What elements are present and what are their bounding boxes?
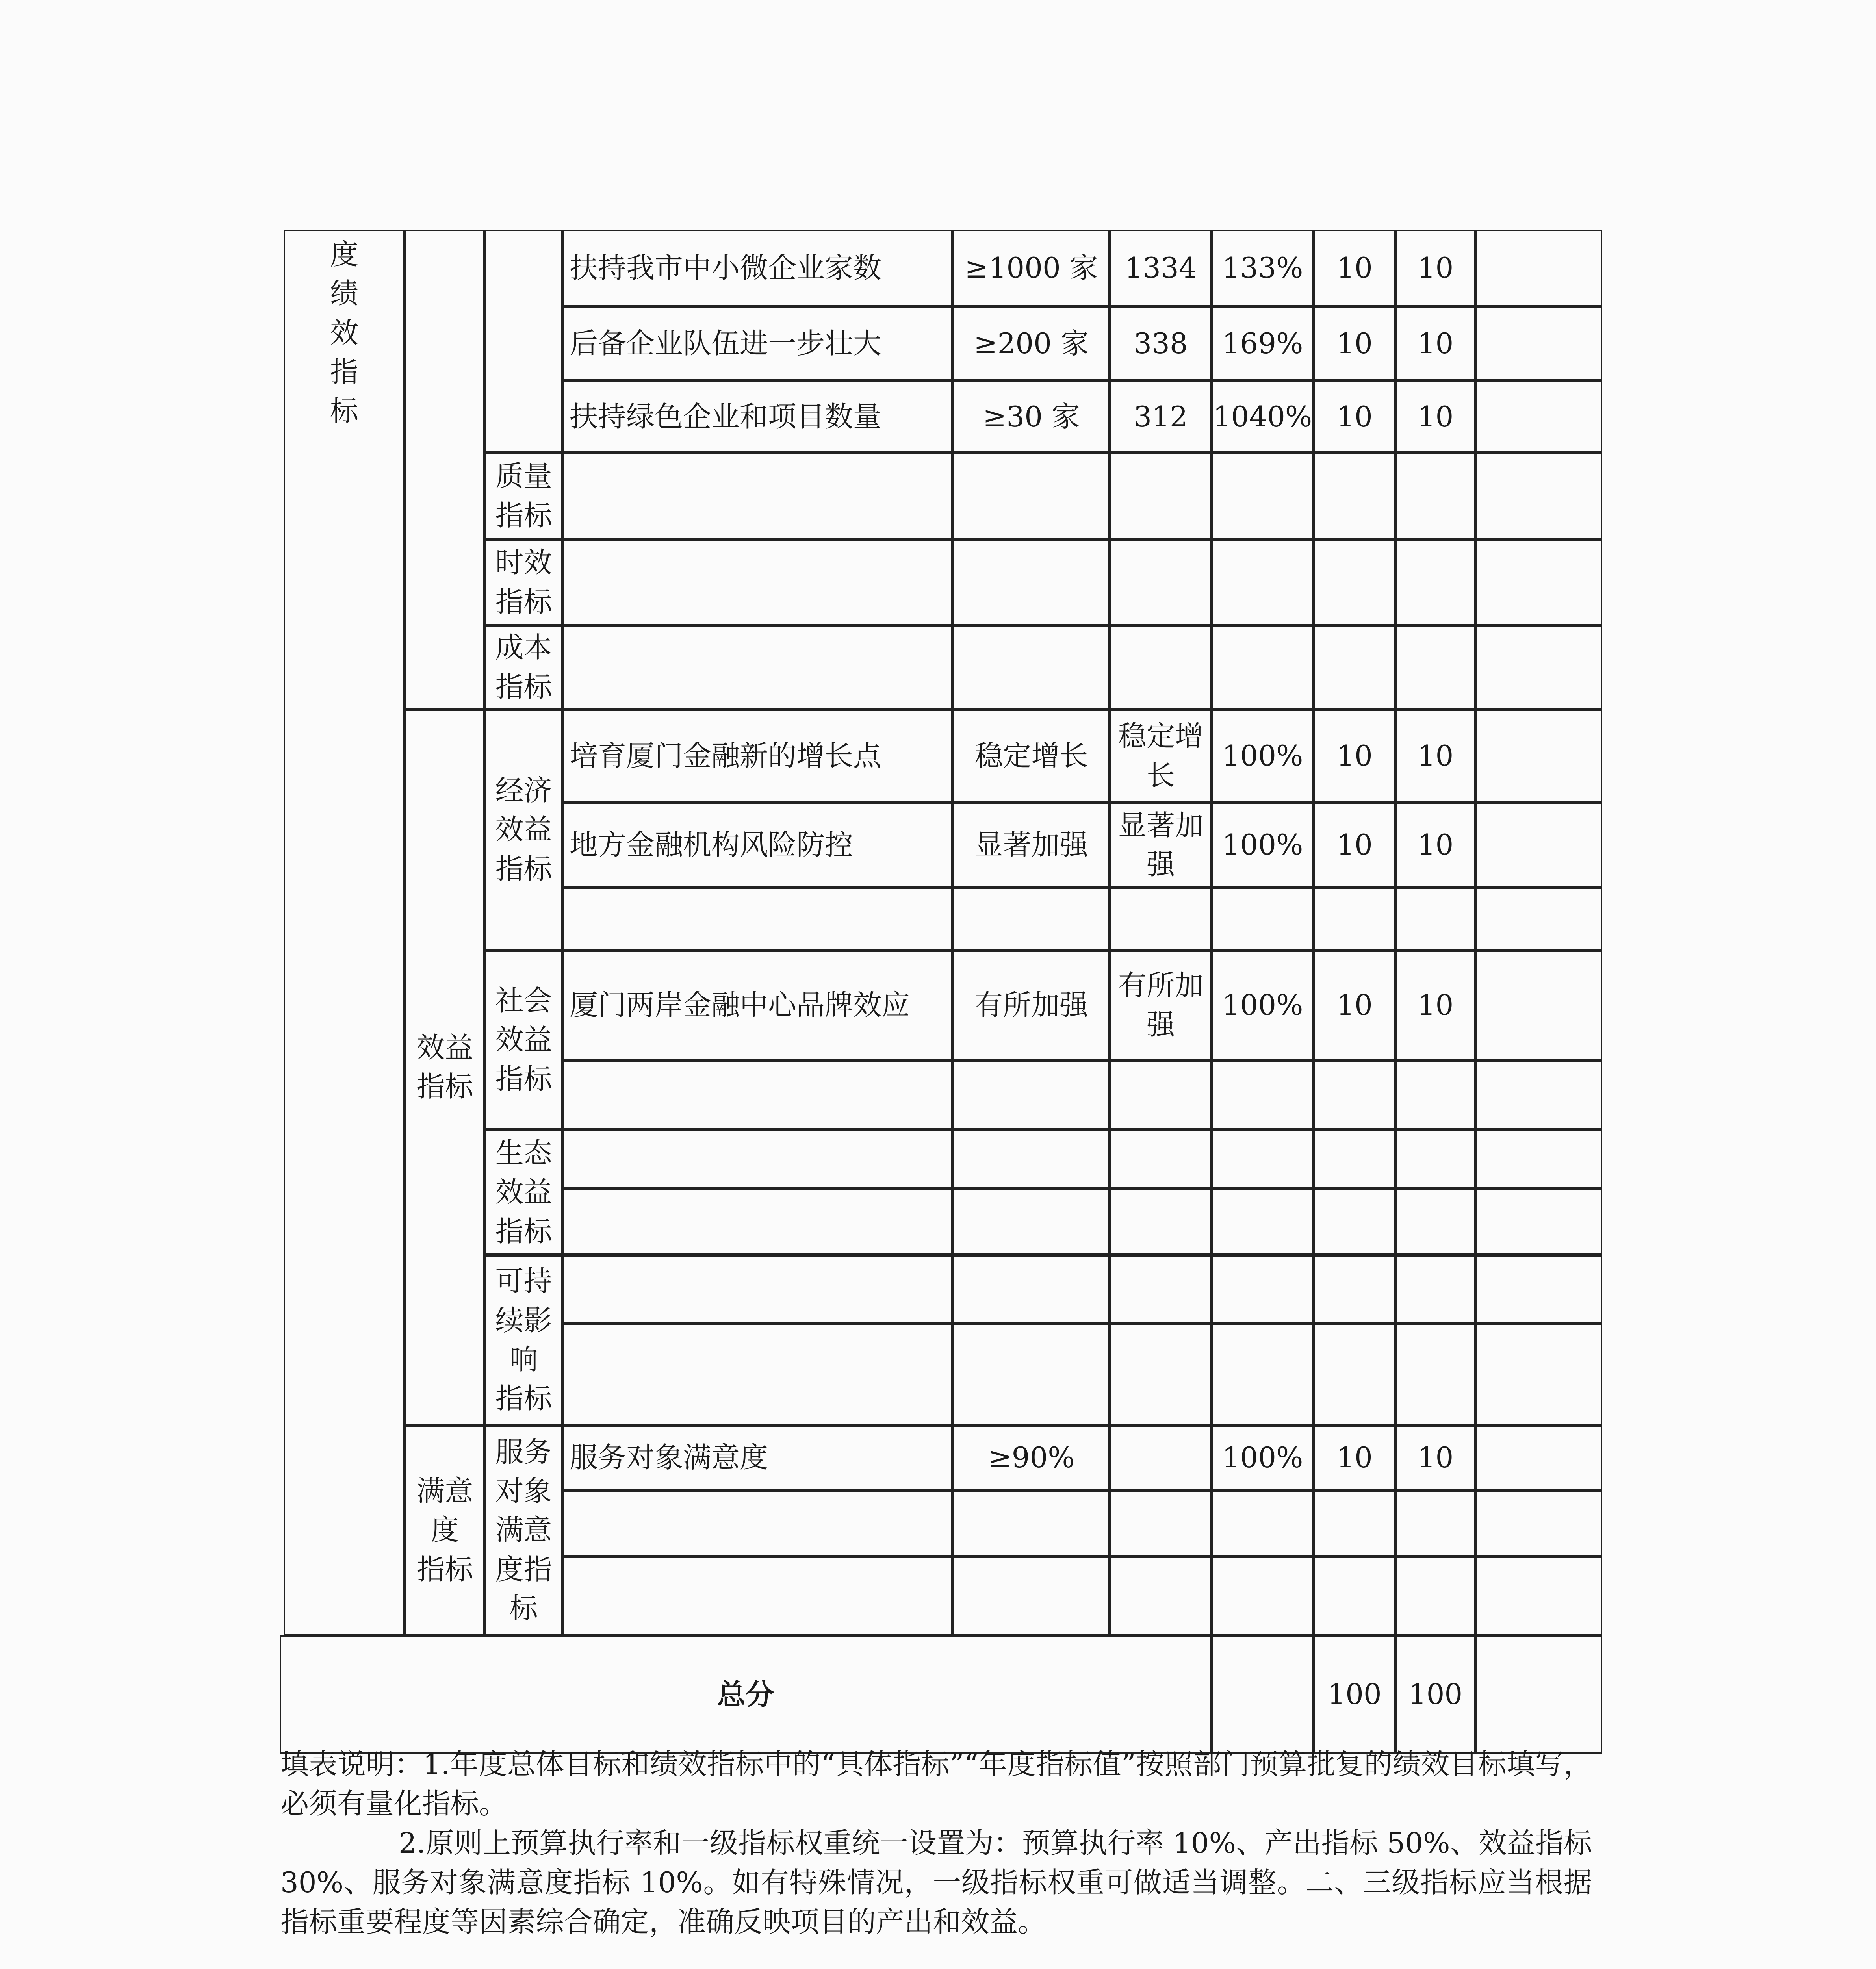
- eco1-rate: [1212, 1130, 1314, 1189]
- econ3-note: [1475, 888, 1602, 950]
- social2-name: [562, 1060, 953, 1130]
- cell-sustain-label: 可持 续影 响 指标: [485, 1255, 562, 1425]
- total-label: 总分: [280, 1635, 1212, 1754]
- satis2-actual: [1110, 1490, 1212, 1556]
- quality-actual: [1110, 453, 1212, 539]
- row1-score: 10: [1395, 230, 1475, 306]
- satis3-target: [953, 1556, 1110, 1635]
- cell-cost-label: 成本 指标: [485, 625, 562, 709]
- econ1-score: 10: [1395, 709, 1475, 803]
- sustain2-weight: [1314, 1324, 1395, 1425]
- econ1-name: 培育厦门金融新的增长点: [562, 709, 953, 803]
- sustain2-actual: [1110, 1324, 1212, 1425]
- cost-note: [1475, 625, 1602, 709]
- econ1-note: [1475, 709, 1602, 803]
- quality-name: [562, 453, 953, 539]
- cell-quantity-blank: [485, 230, 562, 453]
- row2-weight: 10: [1314, 306, 1395, 381]
- row3-actual: 312: [1110, 381, 1212, 453]
- econ1-weight: 10: [1314, 709, 1395, 803]
- cell-benefit-label: 效益 指标: [405, 709, 485, 1425]
- social1-target: 有所加强: [953, 950, 1110, 1060]
- total-score: 100: [1395, 1635, 1475, 1754]
- eco1-target: [953, 1130, 1110, 1189]
- row3-note: [1475, 381, 1602, 453]
- econ2-note: [1475, 803, 1602, 888]
- social2-score: [1395, 1060, 1475, 1130]
- fill-instructions: [280, 1745, 1592, 1941]
- eco2-note: [1475, 1189, 1602, 1255]
- time-target: [953, 539, 1110, 625]
- row3-score: 10: [1395, 381, 1475, 453]
- eco2-name: [562, 1189, 953, 1255]
- row3-target: ≥30 家: [953, 381, 1110, 453]
- total-weight: 100: [1314, 1635, 1395, 1754]
- econ3-rate: [1212, 888, 1314, 950]
- row1-weight: 10: [1314, 230, 1395, 306]
- satis1-score: 10: [1395, 1425, 1475, 1490]
- satis1-note: [1475, 1425, 1602, 1490]
- eco1-name: [562, 1130, 953, 1189]
- row2-score: 10: [1395, 306, 1475, 381]
- row1-target: ≥1000 家: [953, 230, 1110, 306]
- sustain2-target: [953, 1324, 1110, 1425]
- econ1-target: 稳定增长: [953, 709, 1110, 803]
- satis2-target: [953, 1490, 1110, 1556]
- satis1-weight: 10: [1314, 1425, 1395, 1490]
- cost-actual: [1110, 625, 1212, 709]
- econ3-actual: [1110, 888, 1212, 950]
- quality-rate: [1212, 453, 1314, 539]
- row3-name: 扶持绿色企业和项目数量: [562, 381, 953, 453]
- econ2-actual: 显著加 强: [1110, 803, 1212, 888]
- row1-rate: 133%: [1212, 230, 1314, 306]
- row1-name: 扶持我市中小微企业家数: [562, 230, 953, 306]
- cost-name: [562, 625, 953, 709]
- social2-weight: [1314, 1060, 1395, 1130]
- cell-output-blank: [405, 230, 485, 709]
- cell-service-label: 服务 对象 满意 度指 标: [485, 1425, 562, 1635]
- satis2-note: [1475, 1490, 1602, 1556]
- cost-target: [953, 625, 1110, 709]
- econ2-target: 显著加强: [953, 803, 1110, 888]
- satis3-name: [562, 1556, 953, 1635]
- eco2-weight: [1314, 1189, 1395, 1255]
- econ2-score: 10: [1395, 803, 1475, 888]
- satis2-name: [562, 1490, 953, 1556]
- sustain1-name: [562, 1255, 953, 1324]
- cost-score: [1395, 625, 1475, 709]
- satis2-rate: [1212, 1490, 1314, 1556]
- eco2-actual: [1110, 1189, 1212, 1255]
- eco1-weight: [1314, 1130, 1395, 1189]
- total-rate: [1212, 1635, 1314, 1754]
- total-note: [1475, 1635, 1602, 1754]
- satis1-actual: [1110, 1425, 1212, 1490]
- sustain2-note: [1475, 1324, 1602, 1425]
- social2-actual: [1110, 1060, 1212, 1130]
- econ2-name: 地方金融机构风险防控: [562, 803, 953, 888]
- sustain1-rate: [1212, 1255, 1314, 1324]
- time-score: [1395, 539, 1475, 625]
- instruction-line-1: 填表说明：1.年度总体目标和绩效指标中的“具体指标”“年度指标值”按照部门预算批复的绩效目标填写，必须有量化指标。: [280, 1748, 1592, 1820]
- eco1-score: [1395, 1130, 1475, 1189]
- social1-name: 厦门两岸金融中心品牌效应: [562, 950, 953, 1060]
- econ2-rate: 100%: [1212, 803, 1314, 888]
- eco2-target: [953, 1189, 1110, 1255]
- time-rate: [1212, 539, 1314, 625]
- satis3-weight: [1314, 1556, 1395, 1635]
- econ3-name: [562, 888, 953, 950]
- time-name: [562, 539, 953, 625]
- sustain1-score: [1395, 1255, 1475, 1324]
- row2-actual: 338: [1110, 306, 1212, 381]
- instruction-line-2: 2.原则上预算执行率和一级指标权重统一设置为：预算执行率 10%、产出指标 50%、效益指标 30%、服务对象满意度指标 10%。如有特殊情况，一级指标权重可做适当调整。二、三级指标应当根据指标重要程度等因素综合确定，准确反映项目的产出和效益。: [280, 1826, 1592, 1938]
- time-actual: [1110, 539, 1212, 625]
- econ1-actual: 稳定增 长: [1110, 709, 1212, 803]
- satis3-note: [1475, 1556, 1602, 1635]
- social2-note: [1475, 1060, 1602, 1130]
- row3-weight: 10: [1314, 381, 1395, 453]
- satis3-rate: [1212, 1556, 1314, 1635]
- eco1-note: [1475, 1130, 1602, 1189]
- cell-satisfaction-label: 满意 度 指标: [405, 1425, 485, 1635]
- row2-target: ≥200 家: [953, 306, 1110, 381]
- cell-social-label: 社会 效益 指标: [485, 950, 562, 1130]
- econ3-target: [953, 888, 1110, 950]
- sustain1-weight: [1314, 1255, 1395, 1324]
- eco1-actual: [1110, 1130, 1212, 1189]
- econ3-weight: [1314, 888, 1395, 950]
- social1-actual: 有所加 强: [1110, 950, 1212, 1060]
- satis2-score: [1395, 1490, 1475, 1556]
- sustain1-note: [1475, 1255, 1602, 1324]
- social1-weight: 10: [1314, 950, 1395, 1060]
- cell-eco-label: 生态 效益 指标: [485, 1130, 562, 1255]
- satis2-weight: [1314, 1490, 1395, 1556]
- eco2-score: [1395, 1189, 1475, 1255]
- satis1-name: 服务对象满意度: [562, 1425, 953, 1490]
- sustain2-score: [1395, 1324, 1475, 1425]
- eco2-rate: [1212, 1189, 1314, 1255]
- sustain1-target: [953, 1255, 1110, 1324]
- social1-score: 10: [1395, 950, 1475, 1060]
- econ3-score: [1395, 888, 1475, 950]
- cost-rate: [1212, 625, 1314, 709]
- cell-economic-label: 经济 效益 指标: [485, 709, 562, 950]
- cell-category-annual: 度 绩 效 指 标: [284, 230, 405, 1635]
- row3-rate: 1040%: [1212, 381, 1314, 453]
- social1-rate: 100%: [1212, 950, 1314, 1060]
- cell-time-label: 时效 指标: [485, 539, 562, 625]
- sustain2-rate: [1212, 1324, 1314, 1425]
- social2-target: [953, 1060, 1110, 1130]
- satis1-target: ≥90%: [953, 1425, 1110, 1490]
- time-note: [1475, 539, 1602, 625]
- quality-weight: [1314, 453, 1395, 539]
- quality-note: [1475, 453, 1602, 539]
- quality-target: [953, 453, 1110, 539]
- satis3-score: [1395, 1556, 1475, 1635]
- row1-note: [1475, 230, 1602, 306]
- sustain2-name: [562, 1324, 953, 1425]
- row2-name: 后备企业队伍进一步壮大: [562, 306, 953, 381]
- quality-score: [1395, 453, 1475, 539]
- row1-actual: 1334: [1110, 230, 1212, 306]
- satis3-actual: [1110, 1556, 1212, 1635]
- row2-rate: 169%: [1212, 306, 1314, 381]
- econ2-weight: 10: [1314, 803, 1395, 888]
- time-weight: [1314, 539, 1395, 625]
- social2-rate: [1212, 1060, 1314, 1130]
- cell-quality-label: 质量 指标: [485, 453, 562, 539]
- econ1-rate: 100%: [1212, 709, 1314, 803]
- satis1-rate: 100%: [1212, 1425, 1314, 1490]
- sustain1-actual: [1110, 1255, 1212, 1324]
- social1-note: [1475, 950, 1602, 1060]
- row2-note: [1475, 306, 1602, 381]
- cost-weight: [1314, 625, 1395, 709]
